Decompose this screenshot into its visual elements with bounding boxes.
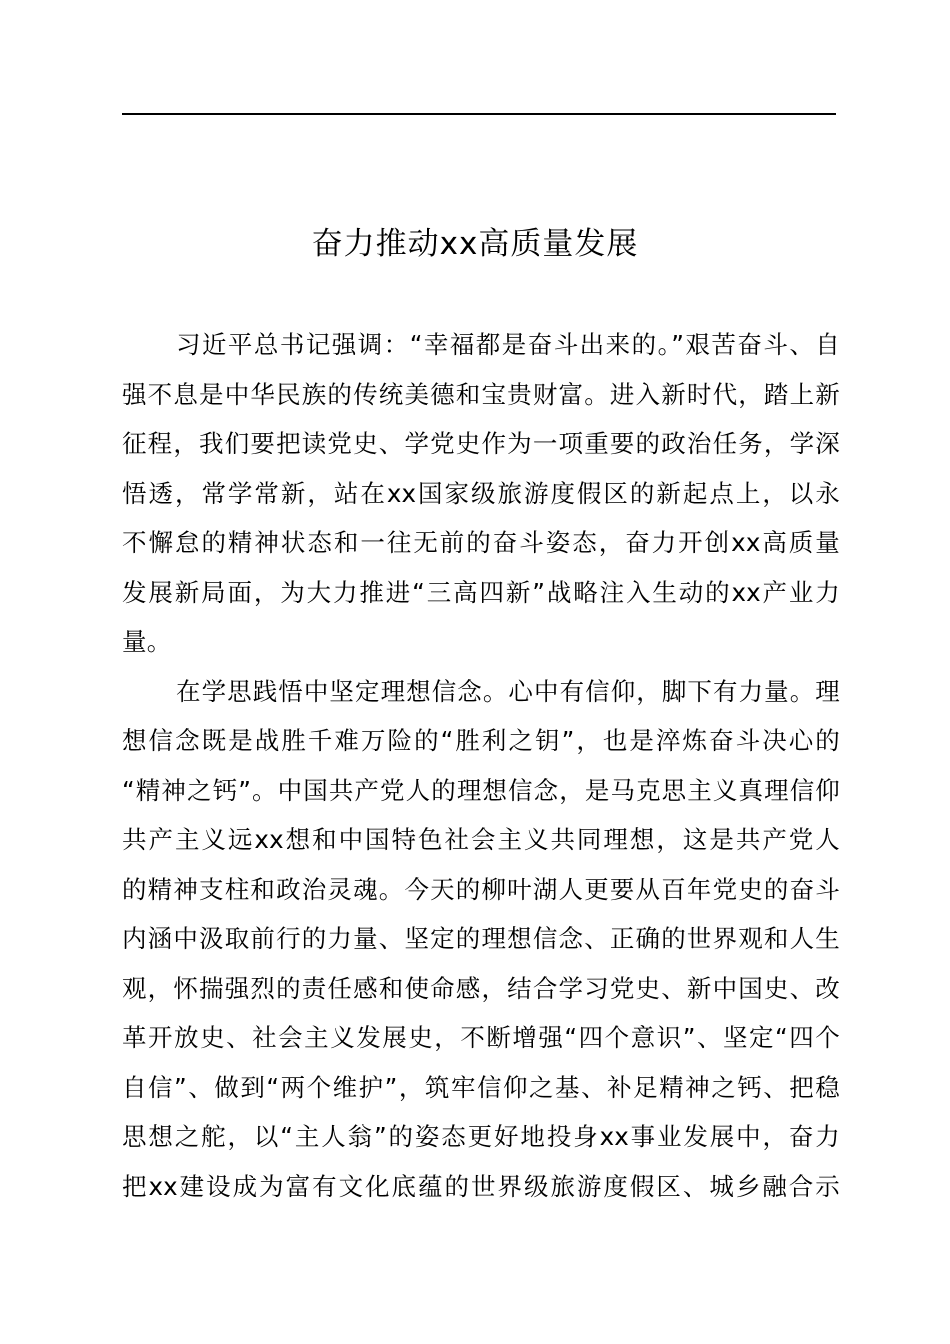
paragraph-line: 革开放史、社会主义发展史，不断增强“四个意识”、坚定“四个 bbox=[122, 1023, 840, 1052]
paragraph-1 bbox=[122, 320, 840, 667]
document-body bbox=[122, 320, 840, 1211]
paragraph-line: 悟透，常学常新，站在xx国家级旅游度假区的新起点上，以永 bbox=[122, 478, 840, 508]
paragraph-line: 量。 bbox=[122, 627, 172, 656]
paragraph-line: 自信”、做到“两个维护”，筑牢信仰之基、补足精神之钙、把稳 bbox=[122, 1072, 840, 1102]
paragraph-line: 在学思践悟中坚定理想信念。心中有信仰，脚下有力量。理 bbox=[176, 676, 840, 706]
paragraph-line: 思想之舵，以“主人翁”的姿态更好地投身xx事业发展中，奋力 bbox=[122, 1122, 840, 1151]
paragraph-line: 的精神支柱和政治灵魂。今天的柳叶湖人更要从百年党史的奋斗 bbox=[122, 874, 840, 904]
paragraph-line: 习近平总书记强调：“幸福都是奋斗出来的。”艰苦奋斗、自 bbox=[176, 330, 840, 359]
paragraph-line: 发展新局面，为大力推进“三高四新”战略注入生动的xx产业力 bbox=[122, 577, 840, 607]
paragraph-line: 想信念既是战胜千难万险的“胜利之钥”，也是淬炼奋斗决心的 bbox=[122, 726, 840, 755]
paragraph-line: 不懈怠的精神状态和一往无前的奋斗姿态，奋力开创xx高质量 bbox=[122, 528, 840, 557]
paragraph-2 bbox=[122, 667, 840, 1212]
paragraph-line: 内涵中汲取前行的力量、坚定的理想信念、正确的世界观和人生 bbox=[122, 924, 840, 953]
paragraph-line: 把xx建设成为富有文化底蕴的世界级旅游度假区、城乡融合示 bbox=[122, 1171, 840, 1201]
document-title: 奋力推动xx高质量发展 bbox=[311, 226, 639, 262]
paragraph-line: “精神之钙”。中国共产党人的理想信念，是马克思主义真理信仰 bbox=[122, 775, 840, 805]
header-rule bbox=[122, 113, 836, 115]
paragraph-line: 征程，我们要把读党史、学党史作为一项重要的政治任务，学深 bbox=[122, 429, 840, 458]
paragraph-line: 观，怀揣强烈的责任感和使命感，结合学习党史、新中国史、改 bbox=[122, 973, 840, 1003]
paragraph-line: 共产主义远xx想和中国特色社会主义共同理想，这是共产党人 bbox=[122, 825, 840, 854]
paragraph-line: 强不息是中华民族的传统美德和宝贵财富。进入新时代，踏上新 bbox=[122, 379, 840, 409]
